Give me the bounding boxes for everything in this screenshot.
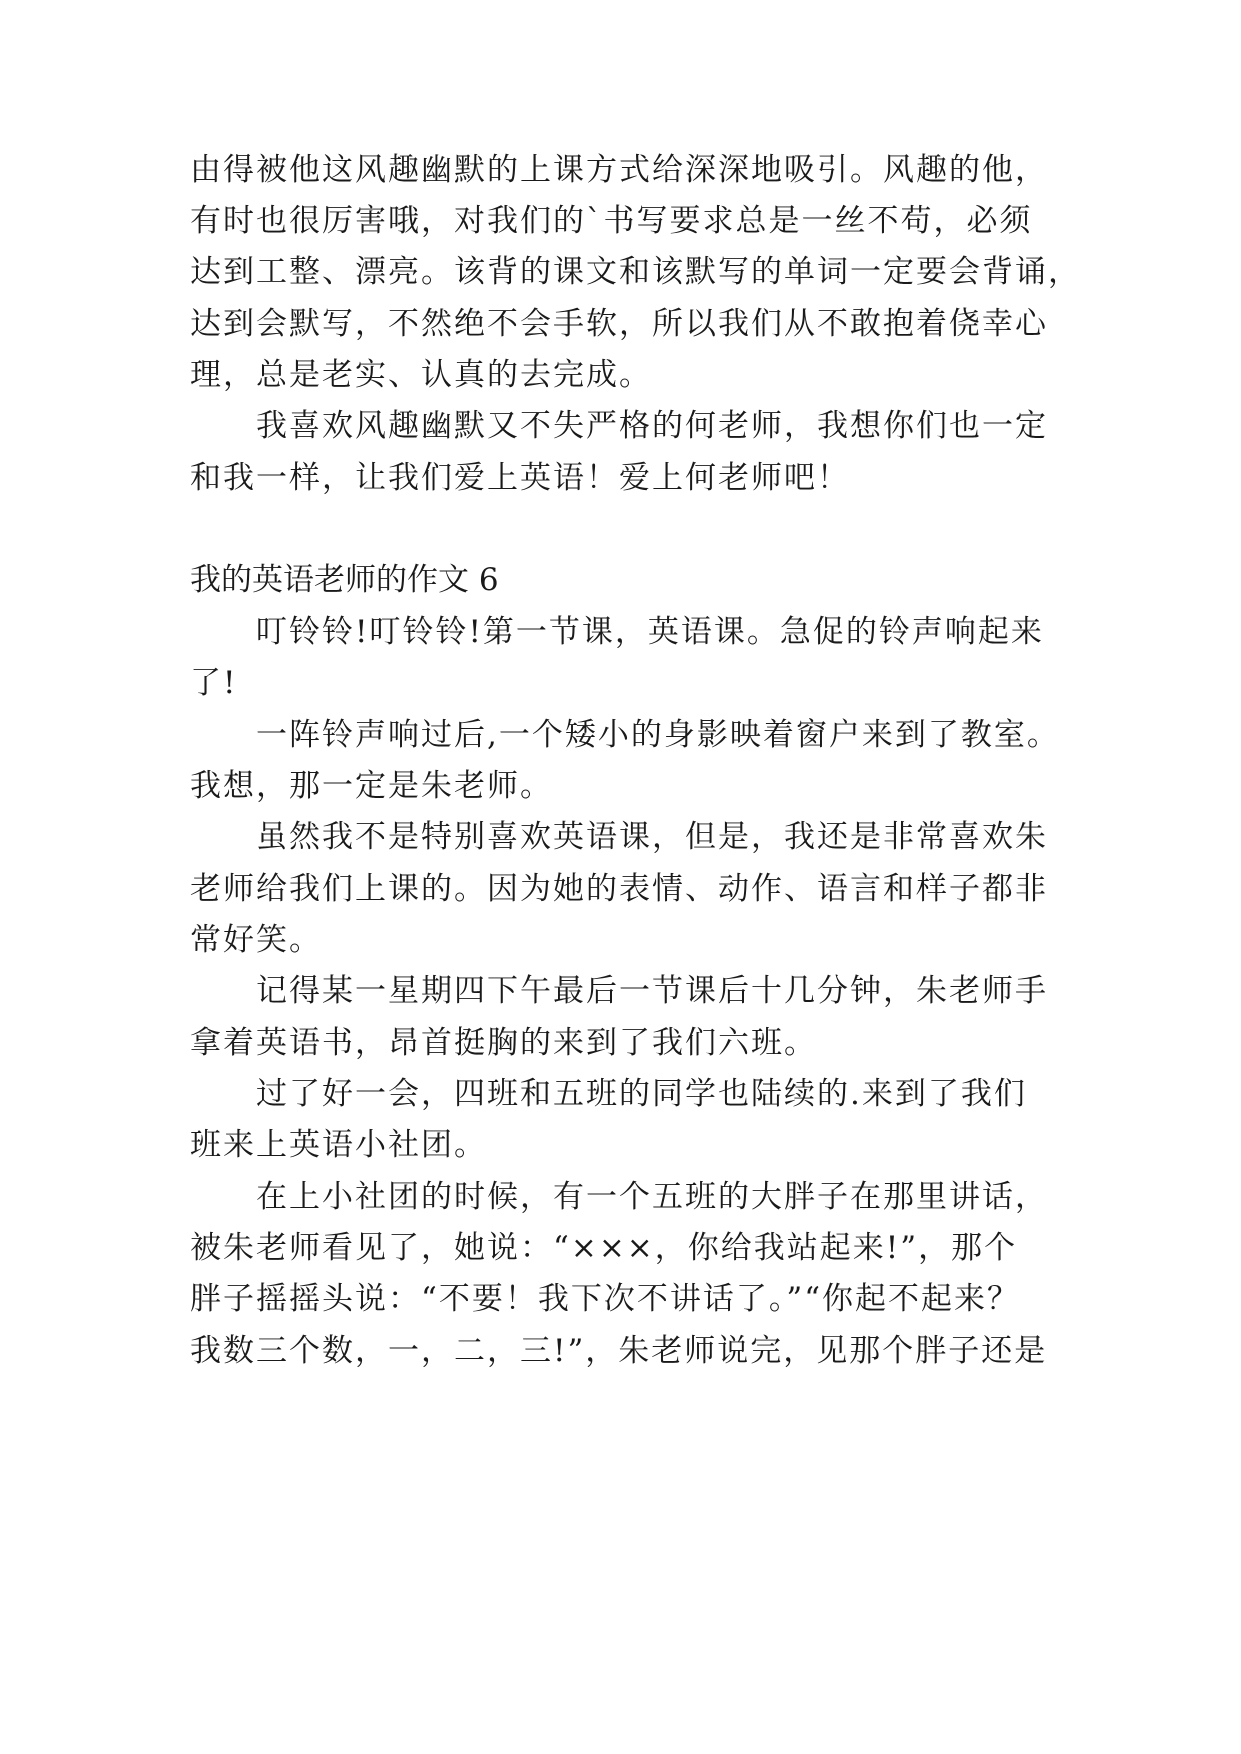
paragraph-line: 我想，那一定是朱老师。 — [190, 768, 553, 804]
paragraph-line: 一阵铃声响过后,一个矮小的身影映着窗户来到了教室。 — [256, 717, 1060, 753]
paragraph-line: 了! — [190, 665, 238, 701]
section-heading: 我的英语老师的作文 6 — [190, 562, 499, 598]
paragraph-line: 老师给我们上课的。因为她的表情、动作、语言和样子都非 — [190, 871, 1048, 907]
paragraph-line: 常好笑。 — [190, 922, 322, 958]
paragraph-line: 达到会默写，不然绝不会手软，所以我们从不敢抱着侥幸心 — [190, 306, 1048, 342]
paragraph-line: 胖子摇摇头说：“不要！我下次不讲话了。”“你起不起来？ — [190, 1281, 1021, 1317]
paragraph-line: 记得某一星期四下午最后一节课后十几分钟，朱老师手 — [256, 973, 1048, 1009]
paragraph-line: 被朱老师看见了，她说：“×××，你给我站起来!”，那个 — [190, 1230, 1018, 1266]
paragraph-line: 叮铃铃!叮铃铃!第一节课，英语课。急促的铃声响起来 — [256, 614, 1044, 650]
paragraph-line: 我数三个数，一，二，三!”，朱老师说完，见那个胖子还是 — [190, 1333, 1048, 1369]
paragraph-line: 由得被他这风趣幽默的上课方式给深深地吸引。风趣的他， — [190, 152, 1048, 188]
paragraph-line: 班来上英语小社团。 — [190, 1127, 487, 1163]
paragraph-line: 过了好一会，四班和五班的同学也陆续的.来到了我们 — [256, 1076, 1027, 1112]
paragraph-line: 我喜欢风趣幽默又不失严格的何老师，我想你们也一定 — [256, 408, 1048, 444]
paragraph-line: 达到工整、漂亮。该背的课文和该默写的单词一定要会背诵， — [190, 254, 1081, 290]
paragraph-line: 和我一样，让我们爱上英语！爱上何老师吧！ — [190, 460, 850, 496]
paragraph-line: 虽然我不是特别喜欢英语课，但是，我还是非常喜欢朱 — [256, 819, 1048, 855]
paragraph-line: 理，总是老实、认真的去完成。 — [190, 357, 652, 393]
paragraph-line: 在上小社团的时候，有一个五班的大胖子在那里讲话， — [256, 1179, 1048, 1215]
paragraph-line: 拿着英语书，昂首挺胸的来到了我们六班。 — [190, 1025, 817, 1061]
paragraph-line: 有时也很厉害哦，对我们的`书写要求总是一丝不苟，必须 — [190, 203, 1033, 239]
